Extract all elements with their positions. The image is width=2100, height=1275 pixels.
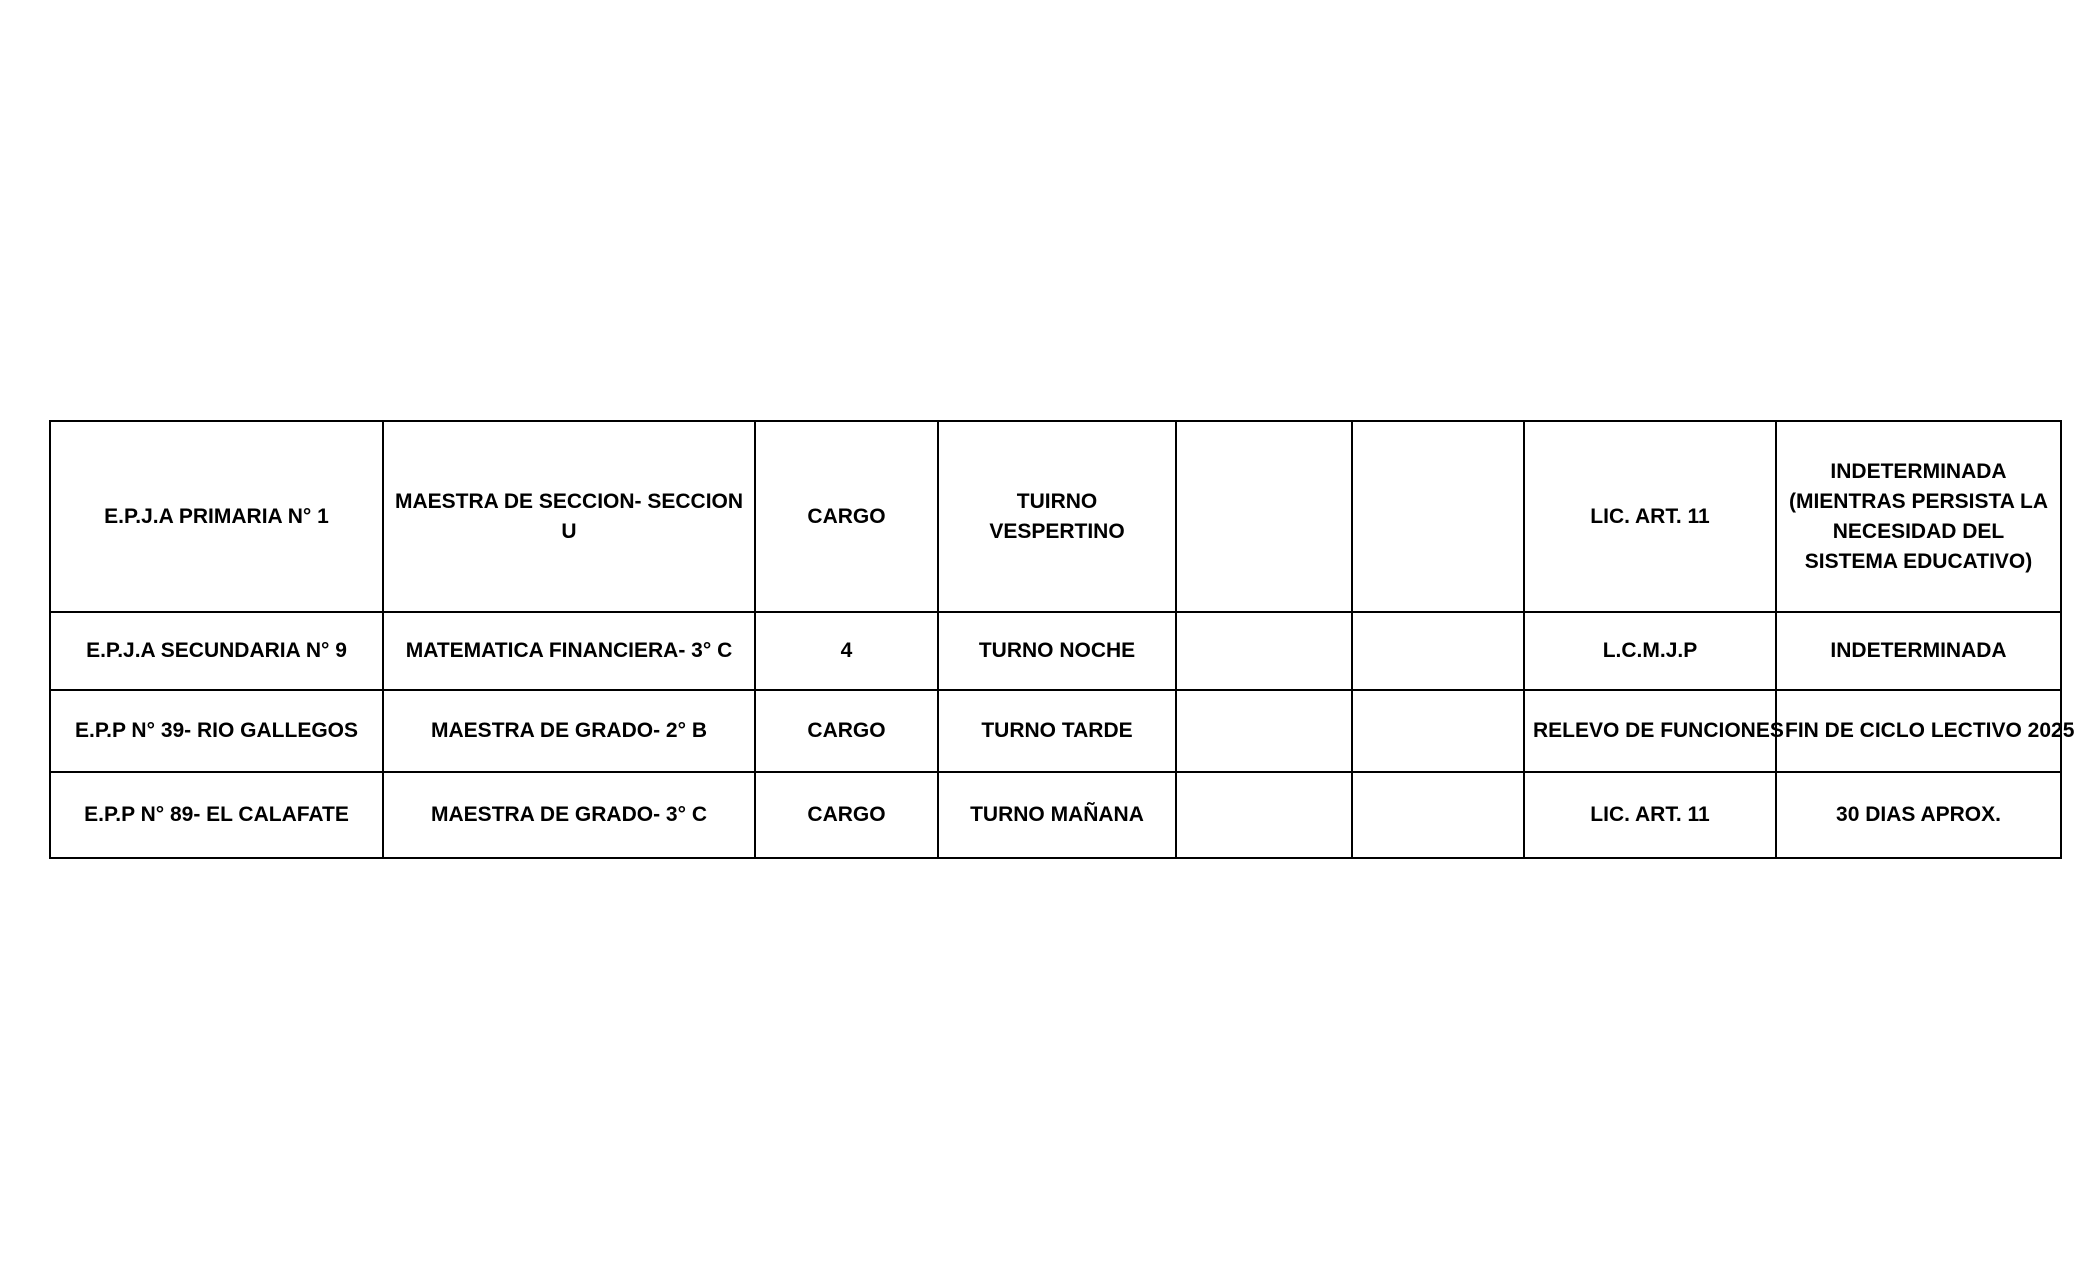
school-cell: E.P.P N° 39- RIO GALLEGOS — [50, 690, 383, 772]
hours-cell: 4 — [755, 612, 938, 690]
table-row — [50, 772, 2061, 858]
empty-cell — [1176, 772, 1352, 858]
hours-cell: CARGO — [755, 772, 938, 858]
empty-cell — [1352, 421, 1524, 612]
school-cell: E.P.J.A SECUNDARIA N° 9 — [50, 612, 383, 690]
empty-cell — [1176, 690, 1352, 772]
vacancy-table — [49, 420, 2075, 859]
empty-cell — [1352, 772, 1524, 858]
reason-cell: L.C.M.J.P — [1524, 612, 1776, 690]
duration-cell: 30 DIAS APROX. — [1776, 772, 2061, 858]
position-cell: MAESTRA DE GRADO- 2° B — [383, 690, 755, 772]
duration-cell: INDETERMINADA (MIENTRAS PERSISTA LA NECESIDAD DEL SISTEMA EDUCATIVO) — [1776, 421, 2061, 612]
school-cell: E.P.P N° 89- EL CALAFATE — [50, 772, 383, 858]
empty-cell — [1176, 612, 1352, 690]
reason-cell: RELEVO DE FUNCIONES — [1524, 690, 1776, 772]
empty-cell — [1176, 421, 1352, 612]
shift-cell: TURNO NOCHE — [938, 612, 1176, 690]
reason-cell: LIC. ART. 11 — [1524, 421, 1776, 612]
table-row — [50, 421, 2061, 612]
position-cell: MATEMATICA FINANCIERA- 3° C — [383, 612, 755, 690]
shift-cell: TURNO MAÑANA — [938, 772, 1176, 858]
empty-cell — [1352, 612, 1524, 690]
table-row — [50, 690, 2061, 772]
duration-cell: FIN DE CICLO LECTIVO 2025 — [1776, 690, 2061, 772]
hours-cell: CARGO — [755, 421, 938, 612]
duration-cell: INDETERMINADA — [1776, 612, 2061, 690]
shift-cell: TUIRNO VESPERTINO — [938, 421, 1176, 612]
position-cell: MAESTRA DE GRADO- 3° C — [383, 772, 755, 858]
position-cell: MAESTRA DE SECCION- SECCION U — [383, 421, 755, 612]
hours-cell: CARGO — [755, 690, 938, 772]
empty-cell — [1352, 690, 1524, 772]
shift-cell: TURNO TARDE — [938, 690, 1176, 772]
school-cell: E.P.J.A PRIMARIA N° 1 — [50, 421, 383, 612]
reason-cell: LIC. ART. 11 — [1524, 772, 1776, 858]
table-row — [50, 612, 2061, 690]
